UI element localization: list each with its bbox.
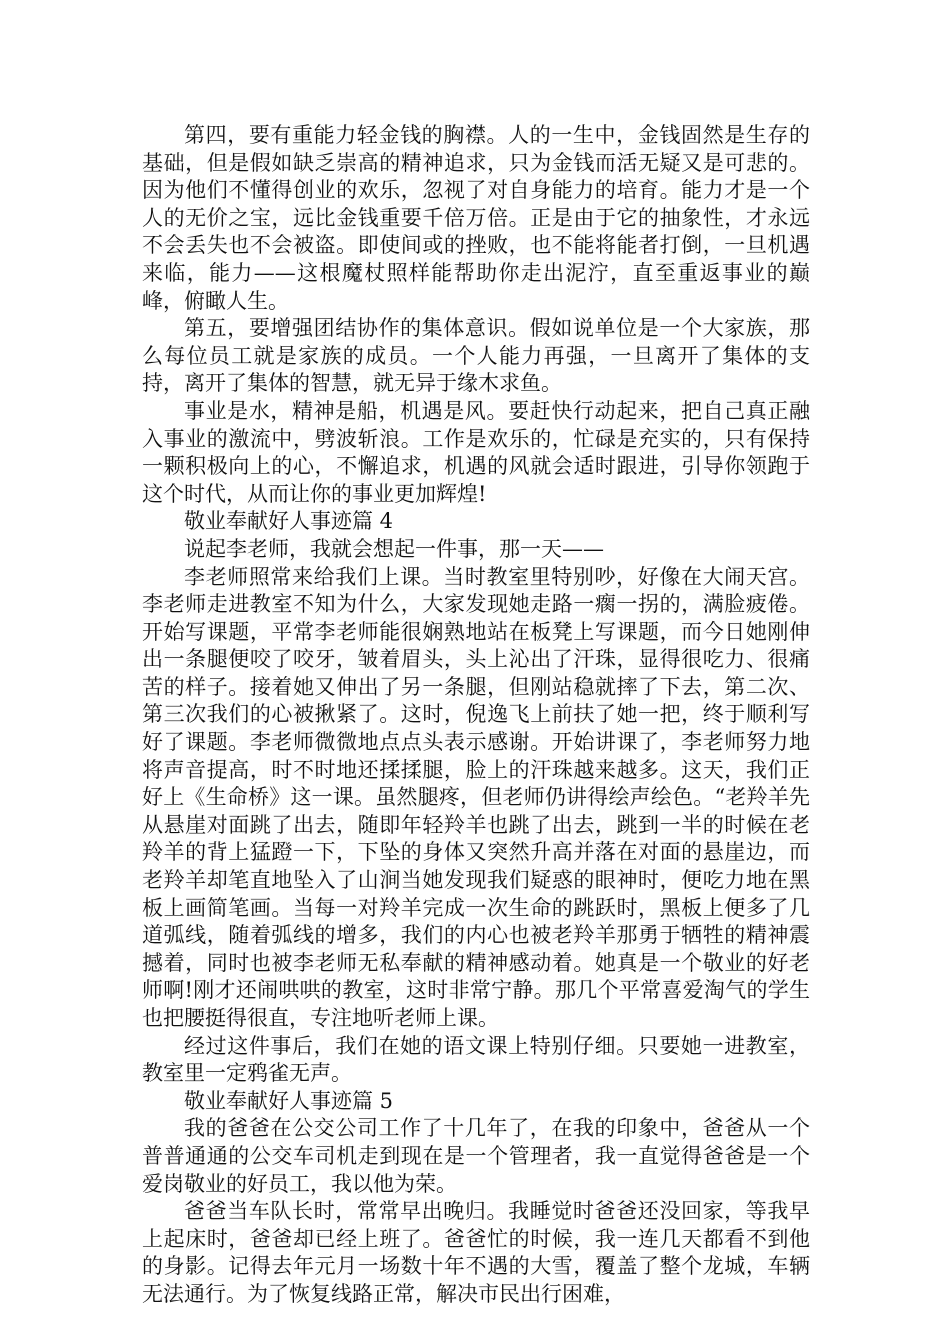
paragraph-5th-point: 第五，要增强团结协作的集体意识。假如说单位是一个大家族，那么每位员工就是家族的成员。一个人能力再强，一旦离开了集体的支持，离开了集体的智慧，就无异于缘木求鱼。 — [142, 316, 810, 396]
section-heading-4: 敬业奉献好人事迹篇 4 — [184, 509, 394, 534]
paragraph-conclusion: 事业是水，精神是船，机遇是风。要赶快行动起来，把自己真正融入事业的激流中，劈波斩浪。工作是欢乐的，忙碌是充实的，只有保持一颗积极向上的心，不懈追求，机遇的风就会适时跟进，引导你领跑于这个时代，从而让你的事业更加辉煌! — [142, 398, 810, 506]
paragraph-intro-teacher: 说起李老师，我就会想起一件事，那一天—— — [184, 536, 604, 561]
paragraph-after-story: 经过这件事后，我们在她的语文课上特别仔细。只要她一进教室，教室里一定鸦雀无声。 — [142, 1033, 810, 1086]
paragraph-4th-point: 第四，要有重能力轻金钱的胸襟。人的一生中，金钱固然是生存的基础，但是假如缺乏崇高的精神追求，只为金钱而活无疑又是可悲的。因为他们不懂得创业的欢乐，忽视了对自身能力的培育。能力才是一个人的无价之宝，远比金钱重要千倍万倍。正是由于它的抽象性，才永远不会丢失也不会被盗。即使间或的挫败，也不能将能者打倒，一旦机遇来临，能力——这根魔杖照样能帮助你走出泥泞，直至重返事业的巅峰，俯瞰人生。 — [142, 123, 810, 313]
paragraph-teacher-story: 李老师照常来给我们上课。当时教室里特别吵，好像在大闹天宫。李老师走进教室不知为什么，大家发现她走路一瘸一拐的，满脸疲倦。开始写课题，平常李老师能很娴熟地站在板凳上写课题，而今日她刚伸出一条腿便咬了咬牙，皱着眉头，头上沁出了汗珠，显得很吃力、很痛苦的样子。接着她又伸出了另一条腿，但刚站稳就摔了下去，第二次、第三次我们的心被揪紧了。这时，倪逸飞上前扶了她一把，终于顺利写好了课题。李老师微微地点点头表示感谢。开始讲课了，李老师努力地将声音提高，时不时地还揉揉腿，脸上的汗珠越来越多。这天，我们正好上《生命桥》这一课。虽然腿疼，但老师仍讲得绘声绘色。“老羚羊先从悬崖对面跳了出去，随即年轻羚羊也跳了出去，跳到一半的时候在老羚羊的背上猛蹬一下，下坠的身体又突然升高并落在对面的悬崖边，而老羚羊却笔直地坠入了山涧当她发现我们疑惑的眼神时，便吃力地在黑板上画简笔画。当每一对羚羊完成一次生命的跳跃时，黑板上便多了几道弧线，随着弧线的增多，我们的内心也被老羚羊那勇于牺牲的精神震撼着，同时也被李老师无私奉献的精神感动着。她真是一个敬业的好老师啊!刚才还闹哄哄的教室，这时非常宁静。那几个平常喜爱淘气的学生也把腰挺得很直，专注地听老师上课。 — [142, 564, 810, 1030]
document-body — [142, 122, 810, 1309]
paragraph-father-intro: 我的爸爸在公交公司工作了十几年了，在我的印象中，爸爸从一个普普通通的公交车司机走到现在是一个管理者，我一直觉得爸爸是一个爱岗敬业的好员工，我以他为荣。 — [142, 1116, 810, 1196]
paragraph-father-story: 爸爸当车队长时，常常早出晚归。我睡觉时爸爸还没回家，等我早上起床时，爸爸却已经上班了。爸爸忙的时候，我一连几天都看不到他的身影。记得去年元月一场数十年不遇的大雪，覆盖了整个龙城，车辆无法通行。为了恢复线路正常，解决市民出行困难， — [142, 1199, 810, 1306]
section-heading-5: 敬业奉献好人事迹篇 5 — [184, 1088, 394, 1113]
